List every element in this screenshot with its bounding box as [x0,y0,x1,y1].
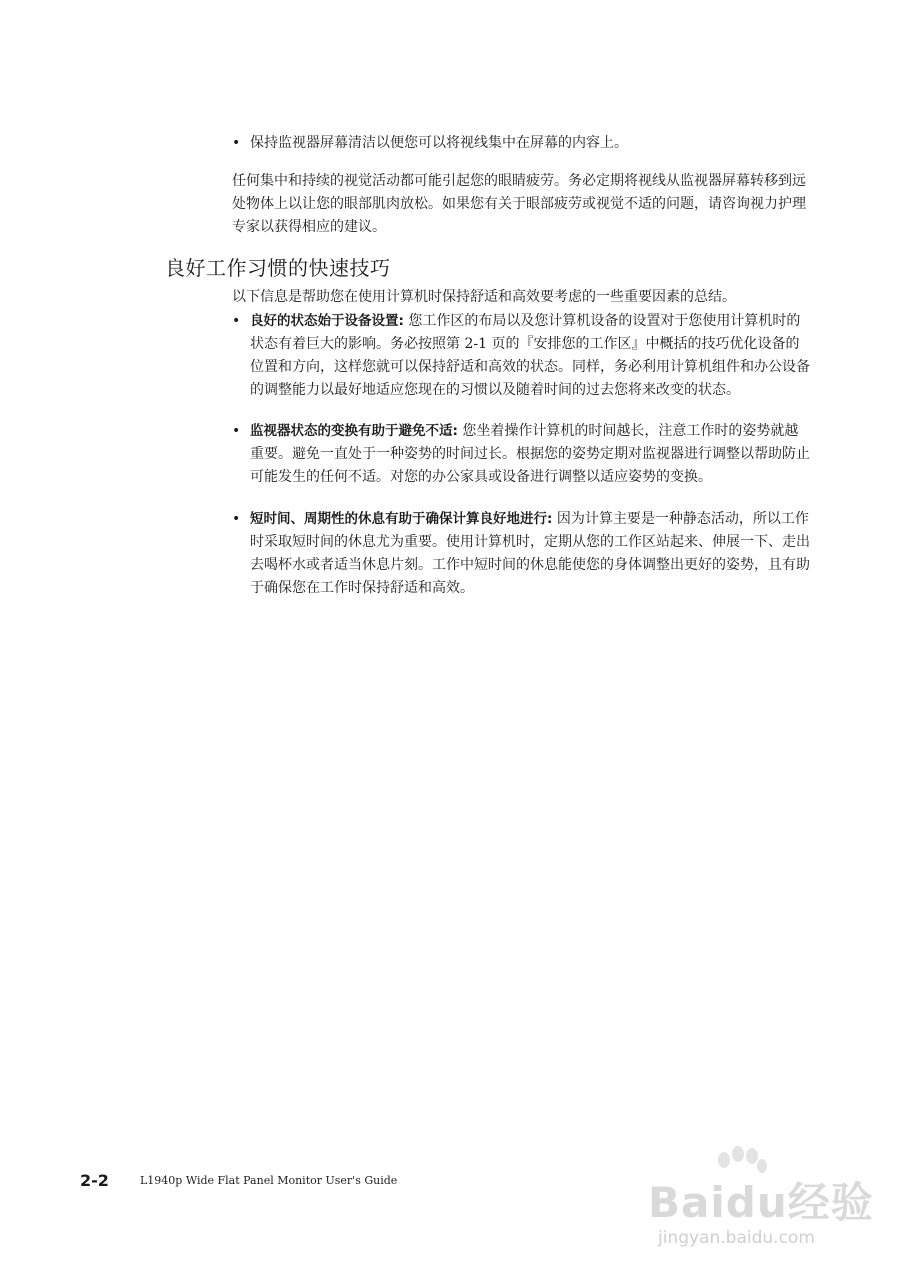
intro-paragraph: 以下信息是帮助您在使用计算机时保持舒适和高效要考虑的一些重要因素的总结。 [232,289,736,305]
bullet-marker: • [232,135,241,151]
tip-item-setup [232,310,812,402]
tip-title: 监视器状态的变换有助于避免不适: [250,423,458,439]
tip-text: 您坐着操作计算机的时间越长，注意工作时的姿势就越重要。避免一直处于一种姿势的时间过长。根据您的姿势定期对监视器进行调整以帮助防止可能发生的任何不适。对您的办公家具或设备进行调整以适应姿势的变换。 [250,423,810,485]
tip-item-posture [232,420,812,489]
eye-fatigue-paragraph: 任何集中和持续的视觉活动都可能引起您的眼睛疲劳。务必定期将视线从监视器屏幕转移到远处物体上以让您的眼部肌肉放松。如果您有关于眼部疲劳或视觉不适的问题，请咨询视力护理专家以获得相应的建议。 [232,173,806,235]
baidu-watermark [640,1140,880,1270]
tip-text: 您工作区的布局以及您计算机设备的设置对于您使用计算机时的状态有着巨大的影响。务必按照第 2-1 页的『安排您的工作区』中概括的技巧优化设备的位置和方向，这样您就可以保持舒适和高效的状态。同样，务必利用计算机组件和办公设备的调整能力以最好地适应您现在的习惯以及随着时间的过去您将来改变的状态。 [250,313,810,398]
page-number: 2-2 [80,1171,109,1190]
eye-care-bullet [232,132,812,155]
watermark-logo: Baidu经验 [648,1178,874,1227]
bullet-text: 保持监视器屏幕清洁以便您可以将视线集中在屏幕的内容上。 [250,135,628,151]
tip-title: 短时间、周期性的休息有助于确保计算良好地进行: [250,511,553,527]
bullet-marker: • [232,423,241,439]
tip-title: 良好的状态始于设备设置: [250,313,404,329]
tip-body [250,420,812,489]
tip-item-breaks [232,508,812,600]
bullet-marker: • [232,511,241,527]
section-heading: 良好工作习惯的快速技巧 [165,256,391,280]
watermark-url: jingyan.baidu.com [658,1228,815,1248]
tip-body [250,310,812,402]
bullet-marker: • [232,313,241,329]
tip-text: 因为计算主要是一种静态活动，所以工作时采取短时间的休息尤为重要。使用计算机时，定期从您的工作区站起来、伸展一下、走出去喝杯水或者适当休息片刻。工作中短时间的休息能使您的身体调整出更好的姿势，且有助于确保您在工作时保持舒适和高效。 [250,511,810,596]
tip-body [250,508,812,600]
guide-title: L1940p Wide Flat Panel Monitor User's Guide [140,1174,398,1187]
